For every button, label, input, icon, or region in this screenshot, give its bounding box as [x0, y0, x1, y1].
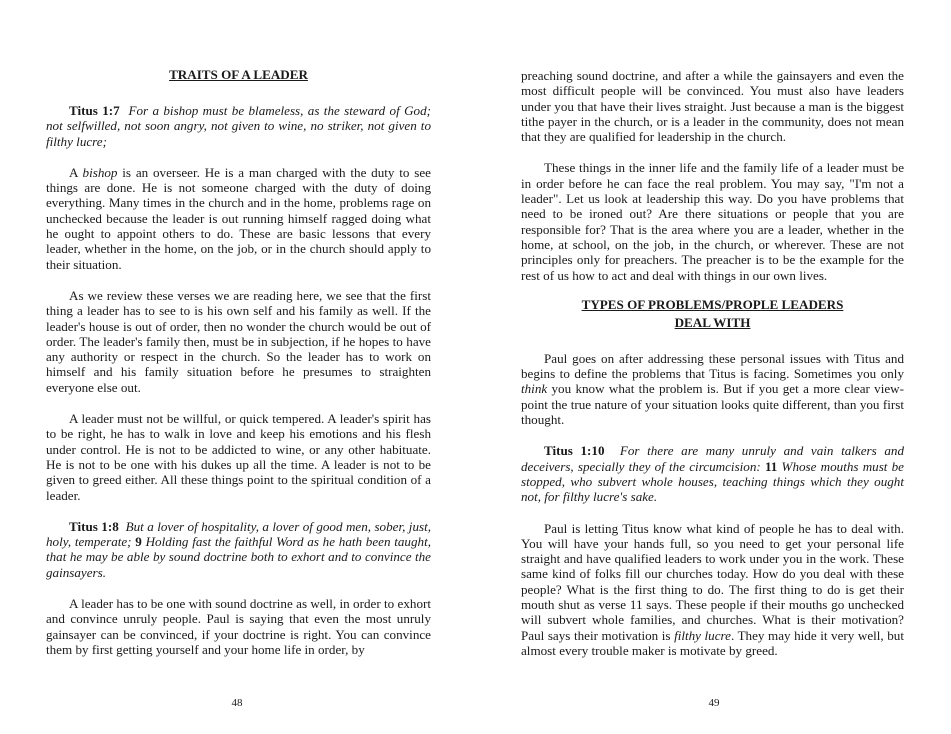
paragraph-willful: A leader must not be willful, or quick tempered. A leader's spirit has to be right, he has to walk in love and keep his emotions and his flesh under control. He is not to be addicted to wine, or any other habituate. He is not to be one with his dukes up all the time. A leader is not to be given to greed either. All these things point to the spiritual condition of a leader.	[46, 411, 431, 503]
paragraph-text: is an overseer. He is a man charged with the duty to see things are done. He is not someone charged with the duty of doing everything. Many times in the church and in the home, problems rage on unchecked because the leader is out running himself ragged doing what he ought to appoint others to do. These are basic lessons that every leader, whether in the home, on the job, or in the church should apply to their situation.	[46, 164, 431, 272]
paragraph-continued: preaching sound doctrine, and after a while the gainsayers and even the most difficult people will be convinced. You must also have leaders under you that have their lives straight. Just because a man is the biggest tithe payer in the church, or is a leader in the community, does not mean that they are qualified for leadership in the church.	[521, 68, 904, 145]
paragraph-text: Paul is letting Titus know what kind of people he has to deal with. You will have your hands full, so you need to get your personal life straight and have qualified leaders to work under you in the work. These same kind of folks fill our churches today. How do you deal with these people? What is the first thing to do. The first thing to do is get their mouth shut as verse 11 says. These people if their mouths go unchecked will subvert whole families, and churches. What is their motivation? Paul says their motivation is	[521, 520, 904, 643]
emphasis-text: filthy lucre	[674, 627, 731, 643]
paragraph-paul-goes-on	[521, 351, 904, 427]
emphasis-text: think	[521, 381, 548, 397]
verse-reference: Titus 1:10	[544, 443, 605, 459]
page-number: 49	[708, 697, 720, 709]
verse-number: 9	[135, 534, 142, 550]
paragraph-text: you know what the problem is. But if you get a more clear view-point the true nature of your situation looks quite different, than you first thought.	[521, 381, 904, 428]
verse-titus-1-10	[521, 443, 904, 504]
paragraph-text: . They may hide it very well, but almost every trouble maker is motivate by greed.	[521, 627, 904, 658]
left-text-column	[46, 66, 431, 657]
section-heading-types-line1: TYPES OF PROBLEMS/PROPLE LEADERS	[581, 296, 844, 312]
verse-reference: Titus 1:7	[69, 103, 120, 118]
right-text-column	[521, 68, 904, 658]
section-heading-traits: TRAITS OF A LEADER	[169, 67, 308, 82]
right-page	[476, 0, 951, 734]
section-heading-types-line2: DEAL WITH	[674, 314, 751, 330]
paragraph-text: A	[69, 164, 83, 180]
paragraph-paul-letting	[521, 521, 904, 659]
verse-reference: Titus 1:8	[69, 518, 119, 534]
verse-text: Holding fast the faithful Word as he hath been taught, that he may be able by sound doctrine both to exhort and to convince the gainsayers.	[46, 534, 431, 580]
verse-titus-1-7	[46, 103, 431, 149]
paragraph-inner-life: These things in the inner life and the family life of a leader must be in order before he can face the real problem. You may say, "I'm not a leader". Let us look at leadership this way. Do you have problems that need to be ironed out? Are there situations or people that you are responsible for? That is the area where you are a leader, whether in the home, at school, on the job, in the church, or wherever. These are not principles only for preachers. The preacher is to be the example for the rest of us how to act and deal with things in our own lives.	[521, 160, 904, 283]
verse-titus-1-8	[46, 519, 431, 580]
emphasis-text: bishop	[82, 164, 118, 180]
verse-text: Whose mouths must be stopped, who subvert whole houses, teaching things which they ought not, for filthy lucre's sake.	[521, 458, 904, 505]
page-number: 48	[231, 697, 243, 709]
verse-text: But a lover of hospitality, a lover of good men, sober, just, holy, temperate;	[46, 518, 431, 550]
paragraph-text: Paul goes on after addressing these personal issues with Titus and begins to define the problems that Titus is facing. Sometimes you only	[521, 350, 904, 382]
verse-text: For a bishop must be blameless, as the steward of God; not selfwilled, not soon angry, not given to wine, no striker, not given to filthy lucre;	[46, 103, 431, 149]
paragraph-bishop	[46, 165, 431, 272]
paragraph-review: As we review these verses we are reading here, we see that the first thing a leader has to see to is his own self and his family as well. If the leader's house is out of order, then no wonder the church would be out of order. The leader's family then, must be in subjection, if he hopes to have any authority or respect in the church. So the leader has to work on himself and his family situation before he presumes to straighten everyone else out.	[46, 287, 431, 395]
verse-number: 11	[764, 458, 778, 474]
verse-text: For there are many unruly and vain talkers and deceivers, specially they of the circumcision:	[521, 443, 905, 474]
paragraph-sound-doctrine: A leader has to be one with sound doctrine as well, in order to exhort and convince unruly people. Paul is saying that even the most unruly gainsayer can be convinced, if your doctrine is right. You can convince them by first getting yourself and your home life in order, by	[46, 596, 431, 657]
